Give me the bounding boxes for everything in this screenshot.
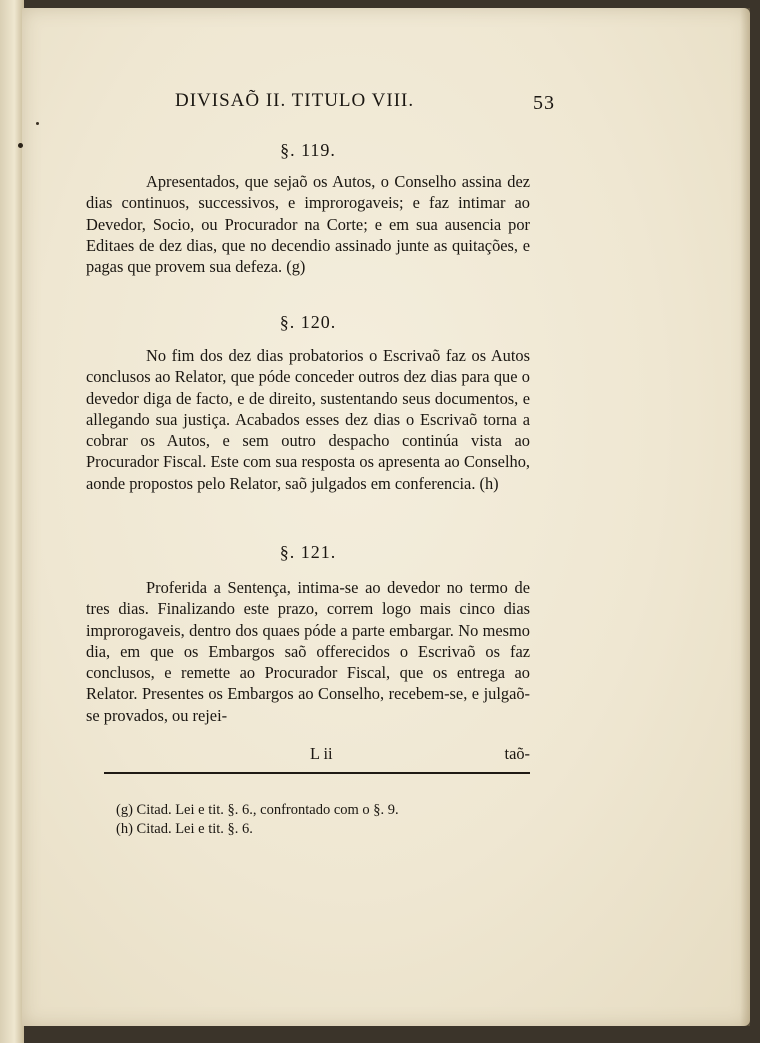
page-number: 53 <box>533 92 555 114</box>
catch-line <box>86 744 530 765</box>
section-body-120 <box>86 345 530 494</box>
section-heading-120: §. 120. <box>279 312 337 332</box>
signature-mark: L ii <box>310 744 333 763</box>
running-header <box>175 90 555 112</box>
previous-page-edge <box>0 0 24 1043</box>
paragraph: Apresentados, que sejaõ os Autos, o Conselho assina dez dias continuos, successivos, e improrogaveis; e faz intimar ao Devedor, Socio, ou Procurador na Corte; e em sua ausencia por Editaes de dez dias, que no decendio assinado junte as quitações, e pagas que provem sua defeza. (g) <box>86 172 530 277</box>
ink-speck <box>36 122 39 125</box>
section-body-119 <box>86 171 530 277</box>
running-title: DIVISAÕ II. TITULO VIII. <box>175 90 415 111</box>
catchword: taõ- <box>504 744 530 763</box>
footnotes <box>116 801 536 839</box>
section-body-121 <box>86 577 530 726</box>
footnote-rule <box>104 772 530 774</box>
footnote-g: (g) Citad. Lei e tit. §. 6., confrontado com o §. 9. <box>116 802 399 818</box>
paragraph: No fim dos dez dias probatorios o Escrivaõ faz os Autos conclusos ao Relator, que póde conceder outros dez dias para que o devedor diga de facto, e de direito, sustentando seus documentos, e allegando sua justiça. Acabados esses dez dias o Escrivaõ torna a cobrar os Autos, e sem outro despacho continúa vista ao Procurador Fiscal. Este com sua resposta os apresenta ao Conselho, aonde propostos pelo Relator, saõ julgados em conferencia. (h) <box>86 346 530 493</box>
paragraph: Proferida a Sentença, intima-se ao devedor no termo de tres dias. Finalizando este prazo, correm logo mais cinco dias improrogaveis, dentro dos quaes póde a parte embargar. No mesmo dia, em que os Embargos saõ offerecidos o Escrivaõ os faz conclusos, e remette ao Procurador Fiscal, que os entrega ao Relator. Presentes os Embargos ao Conselho, recebem-se, e julgaõ-se provados, ou rejei- <box>86 578 530 725</box>
section-heading-121: §. 121. <box>279 542 337 562</box>
page-fore-edge-shadow <box>740 8 750 1026</box>
footnote-h: (h) Citad. Lei e tit. §. 6. <box>116 821 253 837</box>
section-heading-119: §. 119. <box>280 140 336 160</box>
ink-speck <box>18 143 23 148</box>
